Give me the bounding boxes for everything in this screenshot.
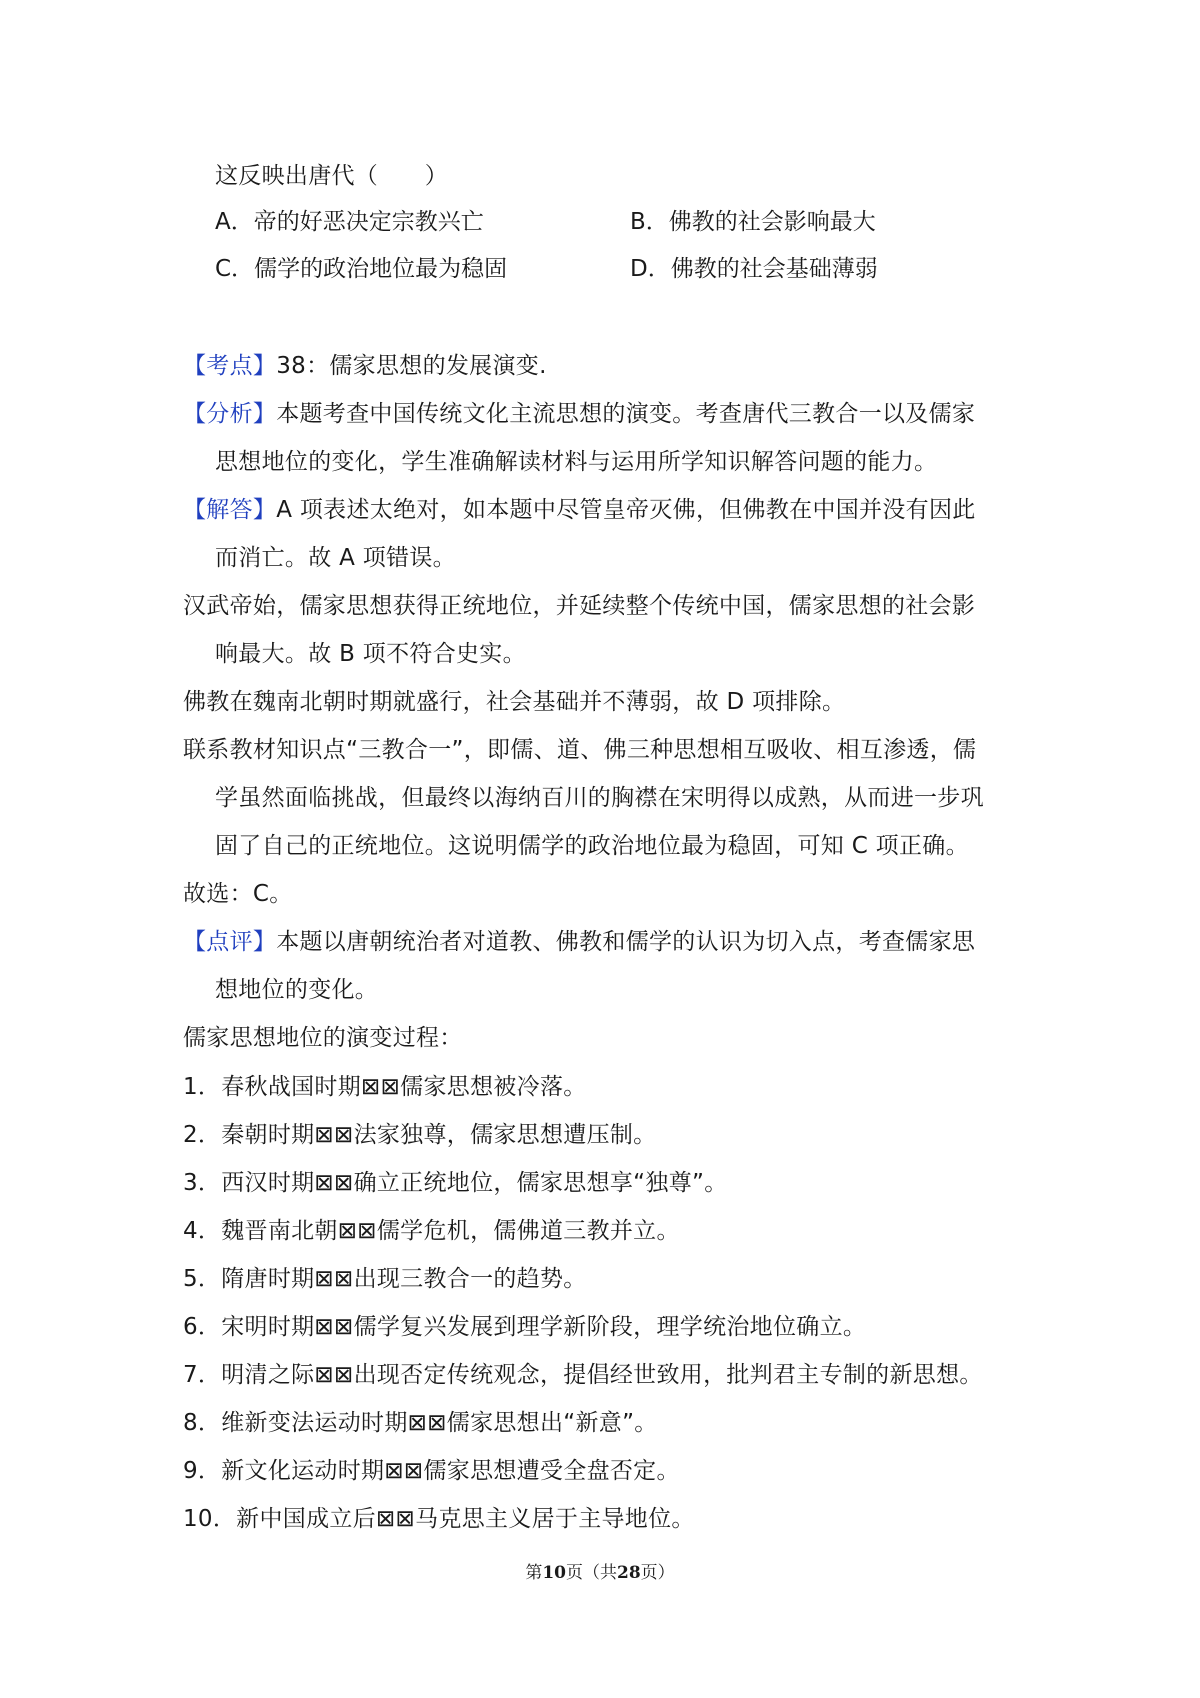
footer-mid: 页（共 <box>566 1563 617 1583</box>
jieda-line-2: 而消亡。故 A 项错误。 <box>215 545 456 571</box>
kaodian-line <box>183 347 547 380</box>
option-a-text: 帝的好恶决定宗教兴亡 <box>253 209 484 235</box>
para-c-line-2: 学虽然面临挑战，但最终以海纳百川的胸襟在宋明得以成熟，从而进一步巩 <box>215 785 984 811</box>
option-c-text: 儒学的政治地位最为稳固 <box>254 256 508 282</box>
dianping-line-1 <box>183 923 975 956</box>
process-item: 10．新中国成立后⊠⊠马克思主义居于主导地位。 <box>183 1506 695 1532</box>
option-a-label: A． <box>215 209 254 235</box>
para-d: 佛教在魏南北朝时期就盛行，社会基础并不薄弱，故 D 项排除。 <box>183 689 846 715</box>
dianping-text-1: 本题以唐朝统治者对道教、佛教和儒学的认识为切入点，考查儒家思 <box>276 929 976 955</box>
process-item: 7．明清之际⊠⊠出现否定传统观念，提倡经世致用，批判君主专制的新思想。 <box>183 1362 983 1388</box>
jieda-line-1 <box>183 491 976 524</box>
question-stem: 这反映出唐代（ ） <box>215 163 448 189</box>
fenxi-line-2: 思想地位的变化，学生准确解读材料与运用所学知识解答问题的能力。 <box>215 449 938 475</box>
kaodian-tag: 【考点】 <box>183 353 277 379</box>
footer-post: 页） <box>640 1563 675 1583</box>
option-d-label: D． <box>630 256 671 282</box>
jieda-text-1: A 项表述太绝对，如本题中尽管皇帝灭佛，但佛教在中国并没有因此 <box>276 497 976 523</box>
para-c-line-1: 联系教材知识点“三教合一”，即儒、道、佛三种思想相互吸收、相互渗透，儒 <box>183 737 977 763</box>
fenxi-line-1 <box>183 395 975 428</box>
dianping-tag: 【点评】 <box>183 929 277 955</box>
option-d <box>630 250 878 283</box>
process-item: 2．秦朝时期⊠⊠法家独尊，儒家思想遭压制。 <box>183 1122 657 1148</box>
option-b-text: 佛教的社会影响最大 <box>668 209 876 235</box>
process-item: 5．隋唐时期⊠⊠出现三教合一的趋势。 <box>183 1266 587 1292</box>
para-b-line-1: 汉武帝始，儒家思想获得正统地位，并延续整个传统中国，儒家思想的社会影 <box>183 593 976 619</box>
option-d-text: 佛教的社会基础薄弱 <box>670 256 878 282</box>
kaodian-text: 38：儒家思想的发展演变. <box>276 353 547 379</box>
footer-total-pages: 28 <box>617 1563 641 1583</box>
jieda-tag: 【解答】 <box>183 497 277 523</box>
option-b <box>630 203 876 236</box>
option-a <box>215 203 484 236</box>
dianping-line-2: 想地位的变化。 <box>215 977 379 1003</box>
para-b-line-2: 响最大。故 B 项不符合史实。 <box>215 641 526 667</box>
process-item: 8．维新变法运动时期⊠⊠儒家思想出“新意”。 <box>183 1410 658 1436</box>
process-title: 儒家思想地位的演变过程： <box>183 1025 463 1051</box>
process-item: 3．西汉时期⊠⊠确立正统地位，儒家思想享“独尊”。 <box>183 1170 728 1196</box>
footer-page-number: 10 <box>542 1563 566 1583</box>
option-c <box>215 250 507 283</box>
process-item: 6．宋明时期⊠⊠儒学复兴发展到理学新阶段，理学统治地位确立。 <box>183 1314 867 1340</box>
para-c-line-3: 固了自己的正统地位。这说明儒学的政治地位最为稳固，可知 C 项正确。 <box>215 833 969 859</box>
page-footer <box>0 1558 1200 1583</box>
answer-line: 故选：C。 <box>183 881 293 907</box>
process-item: 4．魏晋南北朝⊠⊠儒学危机，儒佛道三教并立。 <box>183 1218 680 1244</box>
fenxi-text-1: 本题考查中国传统文化主流思想的演变。考查唐代三教合一以及儒家 <box>276 401 976 427</box>
process-item: 9．新文化运动时期⊠⊠儒家思想遭受全盘否定。 <box>183 1458 680 1484</box>
option-b-label: B． <box>630 209 669 235</box>
footer-pre: 第 <box>525 1563 543 1583</box>
process-item: 1．春秋战国时期⊠⊠儒家思想被冷落。 <box>183 1074 587 1100</box>
option-c-label: C． <box>215 256 255 282</box>
fenxi-tag: 【分析】 <box>183 401 277 427</box>
